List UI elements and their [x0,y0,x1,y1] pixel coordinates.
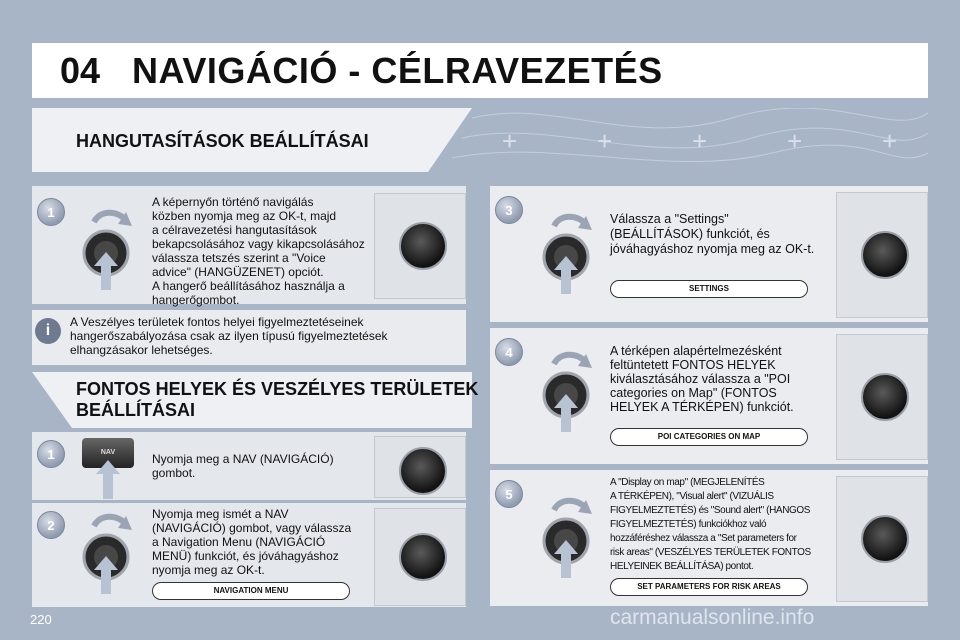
settings-pill: SETTINGS [610,280,808,298]
rotary-knob-icon [80,208,140,298]
svg-text:+: + [597,126,613,156]
nav-button-icon: NAV [82,438,134,468]
rotary-knob-icon [80,512,140,602]
step-5-badge: 5 [495,480,523,508]
radio-unit-icon [374,436,466,498]
watermark: carmanualsonline.info [610,606,815,629]
step-nav1-badge: 1 [37,440,65,468]
step-5-text: A "Display on map" (MEGJELENÍTÉS A TÉRKÉPEN), "Visual alert" (VIZUÁLIS FIGYELMEZTETÉS) és "Sound alert" (HANGOS FIGYELMEZTETÉS) funkciókhoz való hozzáféréshez válassza a "Set parameters for risk areas" (VESZÉLYES TERÜLETEK FONTOS HELYEINEK BEÁLLÍTÁSA) pontot. [610,477,811,572]
page-title: NAVIGÁCIÓ - CÉLRAVEZETÉS [132,50,663,91]
risk-areas-pill: SET PARAMETERS FOR RISK AREAS [610,578,808,596]
step-voice1-text: A képernyőn történő navigálás közben nyomja meg az OK-t, majd a célravezetési hangutasítások bekapcsolásához vagy kikapcsolásához válassza tetszés szerint a "Voice advice" (HANGÜZENET) opciót. A hangerő beállításához használja a hangerőgombot. [152,195,365,307]
step-nav2-badge: 2 [37,511,65,539]
section2-title: FONTOS HELYEK ÉS VESZÉLYES TERÜLETEK BEÁLLÍTÁSAI [76,379,479,420]
step-3-text: Válassza a "Settings" (BEÁLLÍTÁSOK) funkciót, és jóváhagyáshoz nyomja meg az OK-t. [610,212,815,256]
chapter-number: 04 [60,50,101,91]
section1-title: HANGUTASÍTÁSOK BEÁLLÍTÁSAI [76,131,369,151]
rotary-knob-icon [540,350,600,440]
info-icon: i [35,318,61,344]
press-arrow-icon [96,460,120,500]
svg-text:+: + [692,126,708,156]
radio-unit-icon [836,476,928,602]
svg-text:+: + [502,126,518,156]
step-3-badge: 3 [495,196,523,224]
rotary-knob-icon [540,212,600,302]
step-nav2-text: Nyomja meg ismét a NAV (NAVIGÁCIÓ) gombot, vagy válassza a Navigation Menu (NAVIGÁCIÓ MENÜ) funkciót, és jóváhagyáshoz nyomja meg az OK-t. [152,507,352,577]
step-4-badge: 4 [495,338,523,366]
radio-unit-icon [374,508,466,606]
svg-text:+: + [882,126,898,156]
radio-unit-icon [836,334,928,460]
step-nav1-text: Nyomja meg a NAV (NAVIGÁCIÓ) gombot. [152,452,334,480]
page-number: 220 [30,612,52,627]
step-4-text: A térképen alapértelmezésként feltüntetett FONTOS HELYEK kiválasztásához válassza a "POI categories on Map" (FONTOS HELYEK A TÉRKÉPEN) funkciót. [610,344,794,414]
rotary-knob-icon [540,496,600,586]
radio-unit-icon [836,192,928,318]
navigation-menu-pill: NAVIGATION MENU [152,582,350,600]
step-voice1-badge: 1 [37,198,65,226]
svg-text:+: + [787,126,803,156]
info-text: A Veszélyes területek fontos helyei figyelmeztetéseinek hangerőszabályozása csak az ilyen típusú figyelmeztetések elhangzásakor lehetséges. [70,315,388,357]
radio-unit-icon [374,193,466,299]
poi-categories-pill: POI CATEGORIES ON MAP [610,428,808,446]
